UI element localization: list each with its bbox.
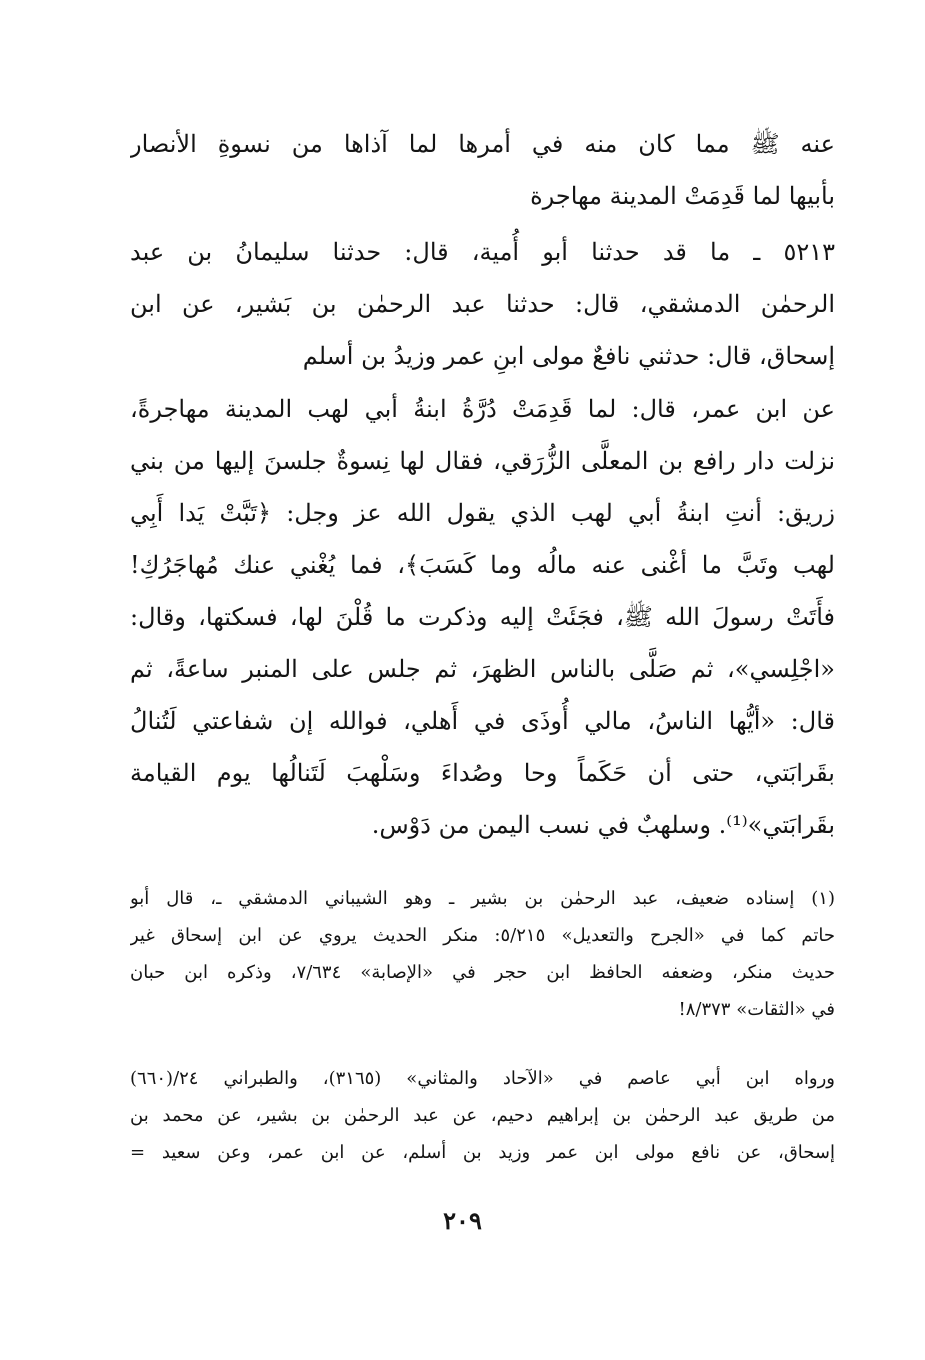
hadith-5213-chain [130,226,835,382]
footnote-1 [130,880,835,1028]
footnote-line: ورواه ابن أبي عاصم في «الآحاد والمثاني» (٣١٦٥)، والطبراني ٢٤/(٦٦٠) [130,1068,835,1089]
text-line: عنه ﷺ مما كان منه في أمرها لما آذاها من نسوةِ الأنصار [130,130,835,158]
footnote-line: حاتم كما في «الجرح والتعديل» ٥/٢١٥: منكر الحديث يروي عن ابن إسحاق غير [130,925,835,946]
text-line: ٥٢١٣ ـ ما قد حدثنا أبو أُمية، قال: حدثنا سليمانُ بن عبد [130,238,835,266]
footnote-line: في «الثقات» ٨/٣٧٣! [678,999,835,1020]
text-line: «اجْلِسي»، ثم صَلَّى بالناس الظهرَ، ثم جلس على المنبر ساعةً، ثم [130,655,835,683]
footnote-line: إسحاق، عن نافع مولى ابن عمر وزيد بن أسلم، عن ابن عمر، وعن سعيد = [130,1142,835,1163]
text-line: إسحاق، قال: حدثني نافعٌ مولى ابنِ عمر وزيدُ بن أسلم [302,342,835,370]
hadith-5213-text [130,383,835,851]
text-line: نزلت دار رافع بن المعلَّى الزُّرَقي، فقال لها نِسوةٌ جلسنَ إليها من بني [130,447,835,475]
text-line: عن ابن عمر، قال: لما قَدِمَتْ دُرَّةُ ابنةُ أبي لهب المدينة مهاجرةً، [130,395,835,423]
text-line: الرحمٰن الدمشقي، قال: حدثنا عبد الرحمٰن بن بَشير، عن ابن [130,290,835,318]
page-number: ٢٠٩ [443,1206,482,1235]
footnote-1-continued [130,1060,835,1171]
text-line: لهب وتَبَّ ما أغْنى عنه مالُه وما كَسَبَ﴾، فما يُغْني عنك مُهاجَرُكِ! [130,551,835,579]
footnote-line: (١) إسناده ضعيف، عبد الرحمٰن بن بشير ـ وهو الشيباني الدمشقي ـ، قال أبو [130,888,835,909]
text-line: قال: «أيُّها الناسُ، مالي أُوذَى في أَهلي، فوالله إن شفاعتي لَتُنالُ [130,707,835,735]
footnote-line: حديث منكر، وضعفه الحافظ ابن حجر في «الإصابة» ٧/٦٣٤، وذكره ابن حبان [130,962,835,983]
text-block-continuation [130,118,835,222]
text-line: بقَرابَتي، حتى أن حَكَماً وحا وصُداءَ وسَلْهبَ لَتَنالُها يوم القيامة [130,759,835,787]
text-line: زريق: أنتِ ابنةُ أبي لهب الذي يقول الله عز وجل: ﴿تَبَّتْ يَدا أَبِي [130,499,835,527]
text-line: بأبيها لما قَدِمَتْ المدينة مهاجرة [530,182,835,210]
text-line: فأَتَتْ رسولَ الله ﷺ، فجَئَتْ إليه وذكرت ما قُلْنَ لها، فسكتها، وقال: [130,603,835,631]
footnote-line: من طريق عبد الرحمٰن بن إبراهيم دحيم، عن عبد الرحمٰن بن بشير، عن محمد بن [130,1105,835,1126]
text-line: بقَرابَتي»⁽¹⁾. وسلهبٌ في نسب اليمن من دَوْس. [371,811,835,839]
